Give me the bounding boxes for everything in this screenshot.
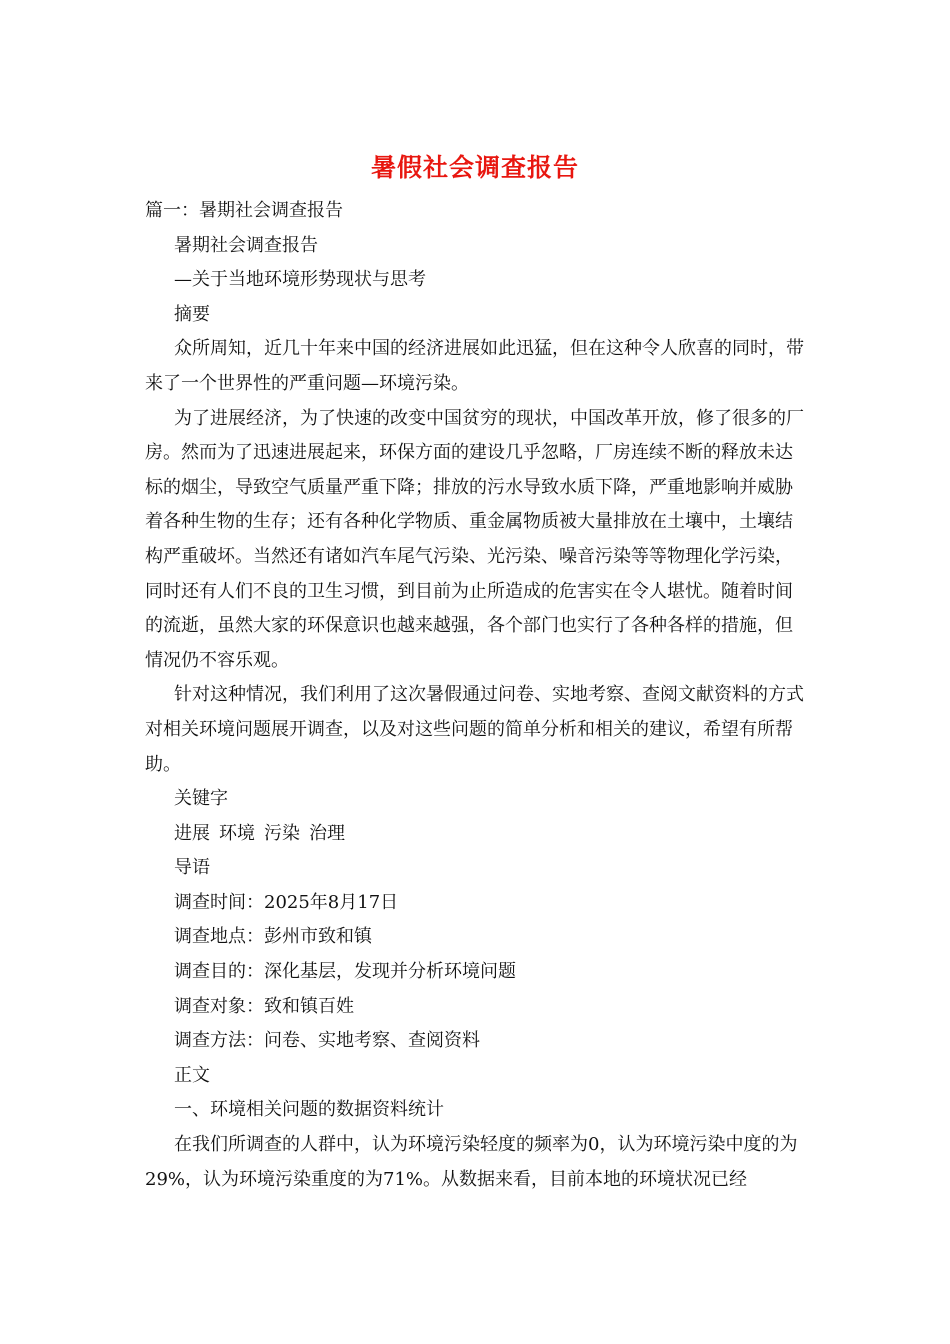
abstract-paragraph: 众所周知，近几十年来中国的经济进展如此迅猛，但在这种令人欣喜的同时，带来了一个世界性的严重问题—环境污染。 [145,338,804,394]
survey-location: 调查地点：彭州市致和镇 [174,926,372,948]
body-heading: 一、环境相关问题的数据资料统计 [174,1099,444,1121]
intro-label: 导语 [174,857,210,879]
document-title: 暑假社会调查报告 [370,153,579,182]
keyword: 治理 [309,822,345,844]
keywords-label: 关键字 [174,788,228,810]
keyword: 进展 [174,822,210,844]
body-paragraph: 在我们所调查的人群中，认为环境污染轻度的频率为0，认为环境污染中度的为29%，认为环境污染重度的为71%。从数据来看，目前本地的环境状况已经 [145,1134,798,1190]
survey-method: 调查方法：问卷、实地考察、查阅资料 [174,1030,480,1052]
keyword: 环境 [219,822,255,844]
survey-purpose: 调查目的：深化基层，发现并分析环境问题 [174,961,516,983]
keyword: 污染 [264,822,300,844]
survey-subject: 调查对象：致和镇百姓 [174,995,354,1017]
abstract-paragraph: 为了进展经济，为了快速的改变中国贫穷的现状，中国改革开放，修了很多的厂房。然而为了迅速进展起来，环保方面的建设几乎忽略，厂房连续不断的释放未达标的烟尘，导致空气质量严重下降；排放的污水导致水质下降，严重地影响并威胁着各种生物的生存；还有各种化学物质、重金属物质被大量排放在土壤中，土壤结构严重破坏。当然还有诸如汽车尾气污染、光污染、噪音污染等等物理化学污染，同时还有人们不良的卫生习惯，到目前为止所造成的危害实在令人堪忧。随着时间的流逝，虽然大家的环保意识也越来越强，各个部门也实行了各种各样的措施，但情况仍不容乐观。 [145,407,804,671]
keywords-list [145,817,805,852]
abstract-paragraph: 针对这种情况，我们利用了这次暑假通过问卷、实地考察、查阅文献资料的方式对相关环境问题展开调查，以及对这些问题的简单分析和相关的建议，希望有所帮助。 [145,684,804,775]
survey-time: 调查时间：2025年8月17日 [174,891,399,913]
sub-title: 暑期社会调查报告 [174,234,318,256]
document-body [145,194,805,1197]
section-heading: 篇一：暑期社会调查报告 [145,200,343,221]
subtitle-line: —关于当地环境形势现状与思考 [174,269,426,291]
body-label: 正文 [174,1064,210,1086]
abstract-label: 摘要 [174,303,210,325]
